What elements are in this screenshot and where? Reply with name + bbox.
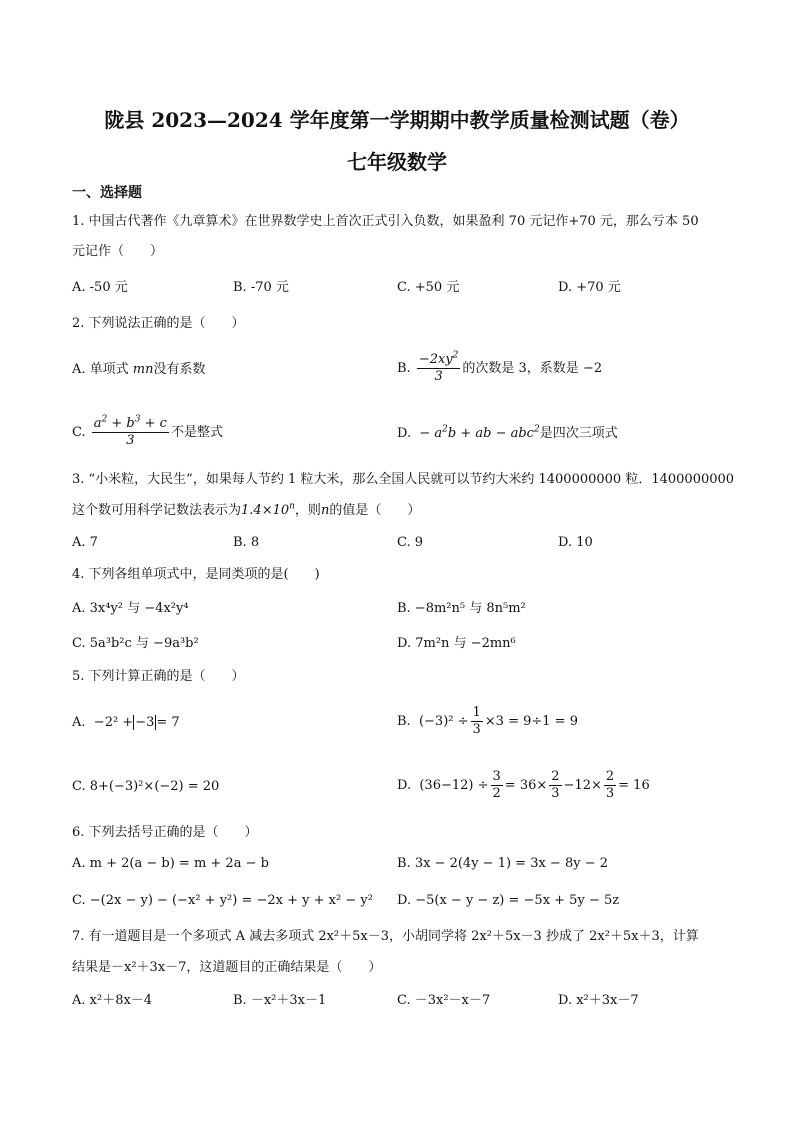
q1-option-c: C. +50 元: [397, 280, 460, 295]
q5-option-c: C. 8+(−3)²×(−2) = 20: [72, 779, 220, 794]
q5-b-result: ×3 = 9÷1 = 9: [484, 714, 578, 729]
q2-a-math: mn: [132, 362, 154, 377]
q5-a-result: = 7: [156, 715, 180, 730]
q6-option-a: A. m + 2(a − b) = m + 2a − b: [72, 856, 269, 871]
q5-b-label: B.: [397, 714, 411, 729]
q6-option-b: B. 3x − 2(4y − 1) = 3x − 8y − 2: [397, 856, 608, 871]
exam-subtitle: 七年级数学: [347, 150, 447, 174]
q5-d-num2: 2: [551, 769, 560, 784]
q2-c-fraction: $\frac{a^2 + b^3 + c}{3}$: [93, 414, 167, 448]
q1-option-d: D. +70 元: [558, 280, 621, 295]
q1-option-a: A. -50 元: [72, 280, 128, 295]
q7-stem-line2: 结果是－x²＋3x－7，这道题目的正确结果是（ ）: [72, 960, 382, 975]
q3-sci-notation: 1.4×10: [241, 503, 290, 518]
q2-option-a: [72, 361, 206, 379]
q7-stem-line1: 7. 有一道题目是一个多项式 A 减去多项式 2x²＋5x－3，小胡同学将 2x²＋5x－3 抄成了 2x²＋5x＋3，计算: [72, 929, 699, 944]
q2-option-c: [72, 416, 223, 449]
q5-a-label: A.: [72, 715, 86, 730]
q4-option-c: C. 5a³b²c 与 −9a³b²: [72, 636, 199, 651]
q3-stem-text: 这个数可用科学记数法表示为: [72, 503, 242, 518]
q7-option-c: C. －3x²－x－7: [397, 993, 491, 1008]
q6-option-c: C. −(2x − y) − (−x² + y²) = −2x + y + x² − y²: [72, 893, 373, 908]
q2-d-text: 是四次三项式: [539, 426, 618, 441]
q5-b-math: (−3)² ÷: [418, 714, 469, 729]
q4-option-d: D. 7m²n 与 −2mn⁶: [397, 636, 516, 651]
q5-b-den: 3: [472, 722, 481, 737]
q2-c-den: 3: [126, 433, 135, 448]
q1-stem-line2: 元记作（ ）: [72, 244, 164, 259]
q5-option-d: [397, 769, 650, 802]
q5-b-fraction: [471, 705, 483, 738]
q6-stem: 6. 下列去括号正确的是（ ）: [72, 825, 258, 840]
section-heading: 一、选择题: [72, 185, 142, 201]
q5-d-label: D.: [397, 778, 412, 793]
q5-stem: 5. 下列计算正确的是（ ）: [72, 669, 245, 684]
q5-d-den2: 3: [551, 786, 560, 801]
q3-option-b: B. 8: [233, 535, 260, 550]
q5-option-b: [397, 705, 578, 738]
q6-option-d: D. −5(x − y − z) = −5x + 5y − 5z: [397, 893, 620, 908]
q4-stem: 4. 下列各组单项式中，是同类项的是( ): [72, 567, 320, 582]
q5-d-num3: 2: [605, 769, 615, 784]
q5-d-fraction3: [604, 769, 616, 802]
q3-option-c: C. 9: [397, 535, 424, 550]
q2-c-label: C.: [72, 425, 86, 440]
q5-d-math3: −12×: [563, 778, 602, 793]
q4-option-a: A. 3x⁴y² 与 −4x²y⁴: [72, 601, 189, 616]
q1-stem-line1: 1. 中国古代著作《九章算术》在世界数学史上首次正式引入负数，如果盈利 70 元记作+70 元，那么亏本 50: [72, 214, 699, 229]
q5-a-abs: −3: [135, 715, 155, 730]
q2-b-num: −2xy: [418, 352, 453, 367]
q5-d-num1: 3: [492, 769, 501, 784]
q3-stem-line1: 3. “小米粒，大民生”，如果每人节约 1 粒大米，那么全国人民就可以节约大米约 1400000000 粒．1400000000: [72, 472, 735, 487]
q5-d-result: = 16: [618, 778, 650, 793]
q2-b-fraction: $\frac{-2xy^2}{3}$: [418, 350, 459, 384]
q5-d-den3: 3: [605, 786, 615, 801]
q5-d-math2: = 36×: [504, 778, 548, 793]
q7-option-b: B. －x²＋3x－1: [233, 993, 327, 1008]
q2-b-label: B.: [397, 361, 411, 376]
q3-option-a: A. 7: [72, 535, 98, 550]
q7-option-a: A. x²＋8x－4: [72, 993, 153, 1008]
q2-b-text: 的次数是 3，系数是 −2: [462, 361, 603, 376]
q5-d-fraction1: [491, 769, 503, 802]
q5-d-fraction2: [549, 769, 561, 802]
q3-variable: n: [320, 503, 330, 518]
q2-d-label: D.: [397, 426, 412, 441]
q2-stem: 2. 下列说法正确的是（ ）: [72, 316, 245, 331]
q4-option-b: B. −8m²n⁵ 与 8n⁵m²: [397, 601, 526, 616]
q5-d-den1: 2: [492, 786, 501, 801]
q7-option-d: D. x²＋3x－7: [558, 993, 639, 1008]
q2-a-text: 没有系数: [153, 362, 206, 377]
exam-title: 陇县 2023—2024 学年度第一学期期中教学质量检测试题（卷）: [104, 108, 690, 132]
q3-stem-mid: ，则: [294, 503, 321, 518]
q3-stem-end: 的值是（ ）: [329, 503, 421, 518]
q1-option-b: B. -70 元: [233, 280, 289, 295]
q3-stem-line2: [72, 502, 420, 520]
q2-a-label: A. 单项式: [72, 362, 129, 377]
q2-option-b: [397, 352, 602, 385]
q5-d-math1: (36−12) ÷: [419, 778, 489, 793]
q2-option-d: D. − $a^2b$ + ab − abc$^2$是四次三项式: [397, 424, 618, 441]
q3-option-d: D. 10: [558, 535, 593, 550]
q5-a-math: −2² +: [93, 715, 134, 730]
q2-b-den: 3: [434, 369, 443, 384]
q2-c-text: 不是整式: [170, 425, 223, 440]
q5-b-num: 1: [472, 705, 481, 720]
q5-option-a: [72, 714, 180, 732]
q3-exponent: n: [289, 501, 295, 512]
